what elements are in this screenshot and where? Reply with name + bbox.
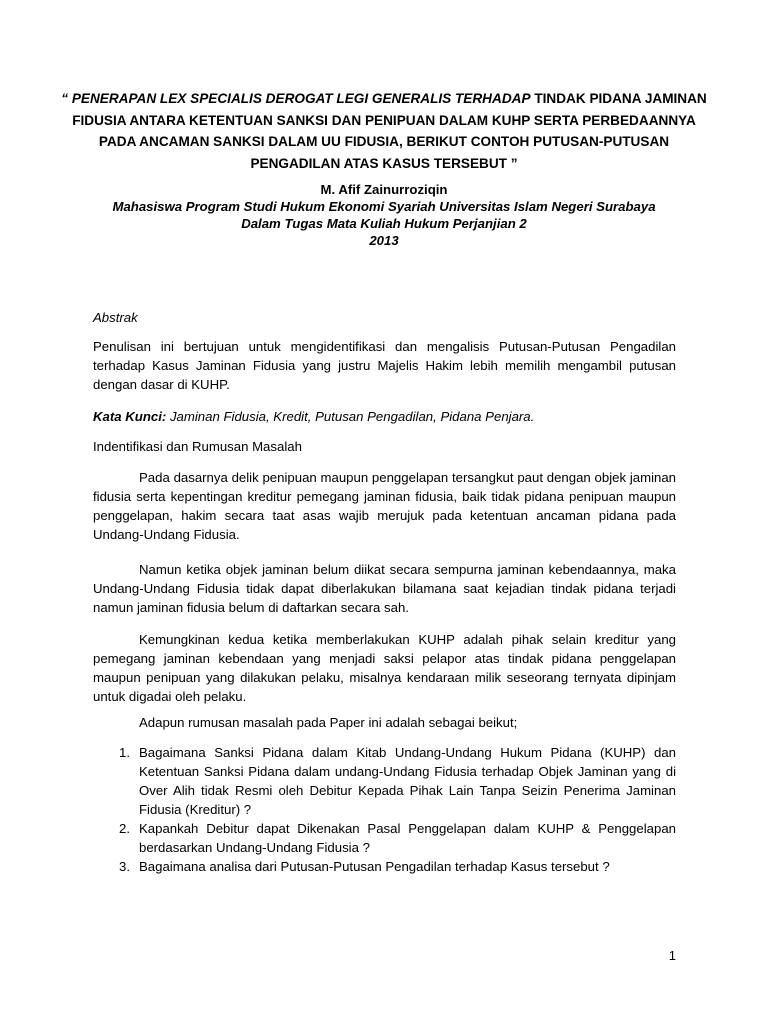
list-item-number: 2.	[119, 821, 130, 836]
document-title	[60, 88, 708, 174]
paragraph-1: Pada dasarnya delik penipuan maupun penggelapan tersangkut paut dengan objek jaminan fidusia serta kepentingan kreditur pemegang jaminan fidusia, baik tidak pidana penipuan maupun penggelapan, hakim secara taat asas wajib merujuk pada ketentuan ancaman pidana pada Undang-Undang Fidusia.	[93, 470, 676, 542]
author-name: M. Afif Zainurroziqin	[320, 182, 448, 197]
list-item	[93, 743, 676, 819]
list-item	[93, 819, 676, 857]
keywords	[93, 407, 676, 426]
paragraph-4: Adapun rumusan masalah pada Paper ini adalah sebagai beikut;	[139, 715, 518, 730]
page-number: 1	[668, 948, 676, 963]
list-item-text: Bagaimana Sanksi Pidana dalam Kitab Undang-Undang Hukum Pidana (KUHP) dan Ketentuan Sanksi Pidana dalam undang-Undang Fidusia terhadap Objek Jaminan yang di Over Alih tidak Resmi oleh Debitur Kepada Pihak Lain Tanpa Seizin Penerima Jaminan Fidusia (Kreditur) ?	[139, 745, 676, 817]
author-course: Dalam Tugas Mata Kuliah Hukum Perjanjian 2	[241, 216, 527, 231]
author-affiliation: Mahasiswa Program Studi Hukum Ekonomi Syariah Universitas Islam Negeri Surabaya	[112, 199, 656, 214]
abstract-text: Penulisan ini bertujuan untuk mengidentifikasi dan mengalisis Putusan-Putusan Pengadilan terhadap Kasus Jaminan Fidusia yang justru Majelis Hakim lebih memilih mengambil putusan dengan dasar di KUHP.	[93, 339, 676, 392]
author-year: 2013	[369, 233, 399, 248]
keywords-label: Kata Kunci:	[93, 409, 167, 424]
problem-list	[93, 743, 676, 876]
list-item-text: Bagaimana analisa dari Putusan-Putusan Pengadilan terhadap Kasus tersebut ?	[139, 859, 610, 874]
list-item-number: 3.	[119, 859, 130, 874]
paragraph-3: Kemungkinan kedua ketika memberlakukan KUHP adalah pihak selain kreditur yang pemegang jaminan kebendaan yang menjadi saksi pelapor atas tindak pidana penggelapan maupun penipuan yang dilakukan pelaku, misalnya kendaraan milik seseorang ternyata dipinjam untuk digadai oleh pelaku.	[93, 632, 676, 704]
list-item-text: Kapankah Debitur dapat Dikenakan Pasal Penggelapan dalam KUHP & Penggelapan berdasarkan Undang-Undang Fidusia ?	[139, 821, 676, 855]
keywords-value: Jaminan Fidusia, Kredit, Putusan Pengadilan, Pidana Penjara.	[169, 409, 535, 424]
list-item	[93, 857, 676, 876]
list-item-number: 1.	[119, 745, 130, 760]
title-open-quote: “	[61, 91, 69, 106]
title-rest: TINDAK PIDANA JAMINAN FIDUSIA ANTARA KETENTUAN SANKSI DAN PENIPUAN DALAM KUHP SERTA PERBEDAANNYA PADA ANCAMAN SANKSI DALAM UU FIDUSIA, BERIKUT CONTOH PUTUSAN-PUTUSAN PENGADILAN ATAS KASUS TERSEBUT ”	[72, 91, 707, 171]
paragraph-2: Namun ketika objek jaminan belum diikat secara sempurna jaminan kebendaannya, maka Undang-Undang Fidusia tidak dapat diberlakukan bilamana saat kejadian tindak pidana terjadi namun jaminan fidusia belum di daftarkan secara sah.	[93, 562, 676, 615]
title-italic-part: PENERAPAN LEX SPECIALIS DEROGAT LEGI GENERALIS TERHADAP	[71, 91, 531, 106]
section-heading: Indentifikasi dan Rumusan Masalah	[93, 439, 302, 454]
author-block	[60, 181, 708, 249]
abstract-heading: Abstrak	[93, 310, 138, 325]
